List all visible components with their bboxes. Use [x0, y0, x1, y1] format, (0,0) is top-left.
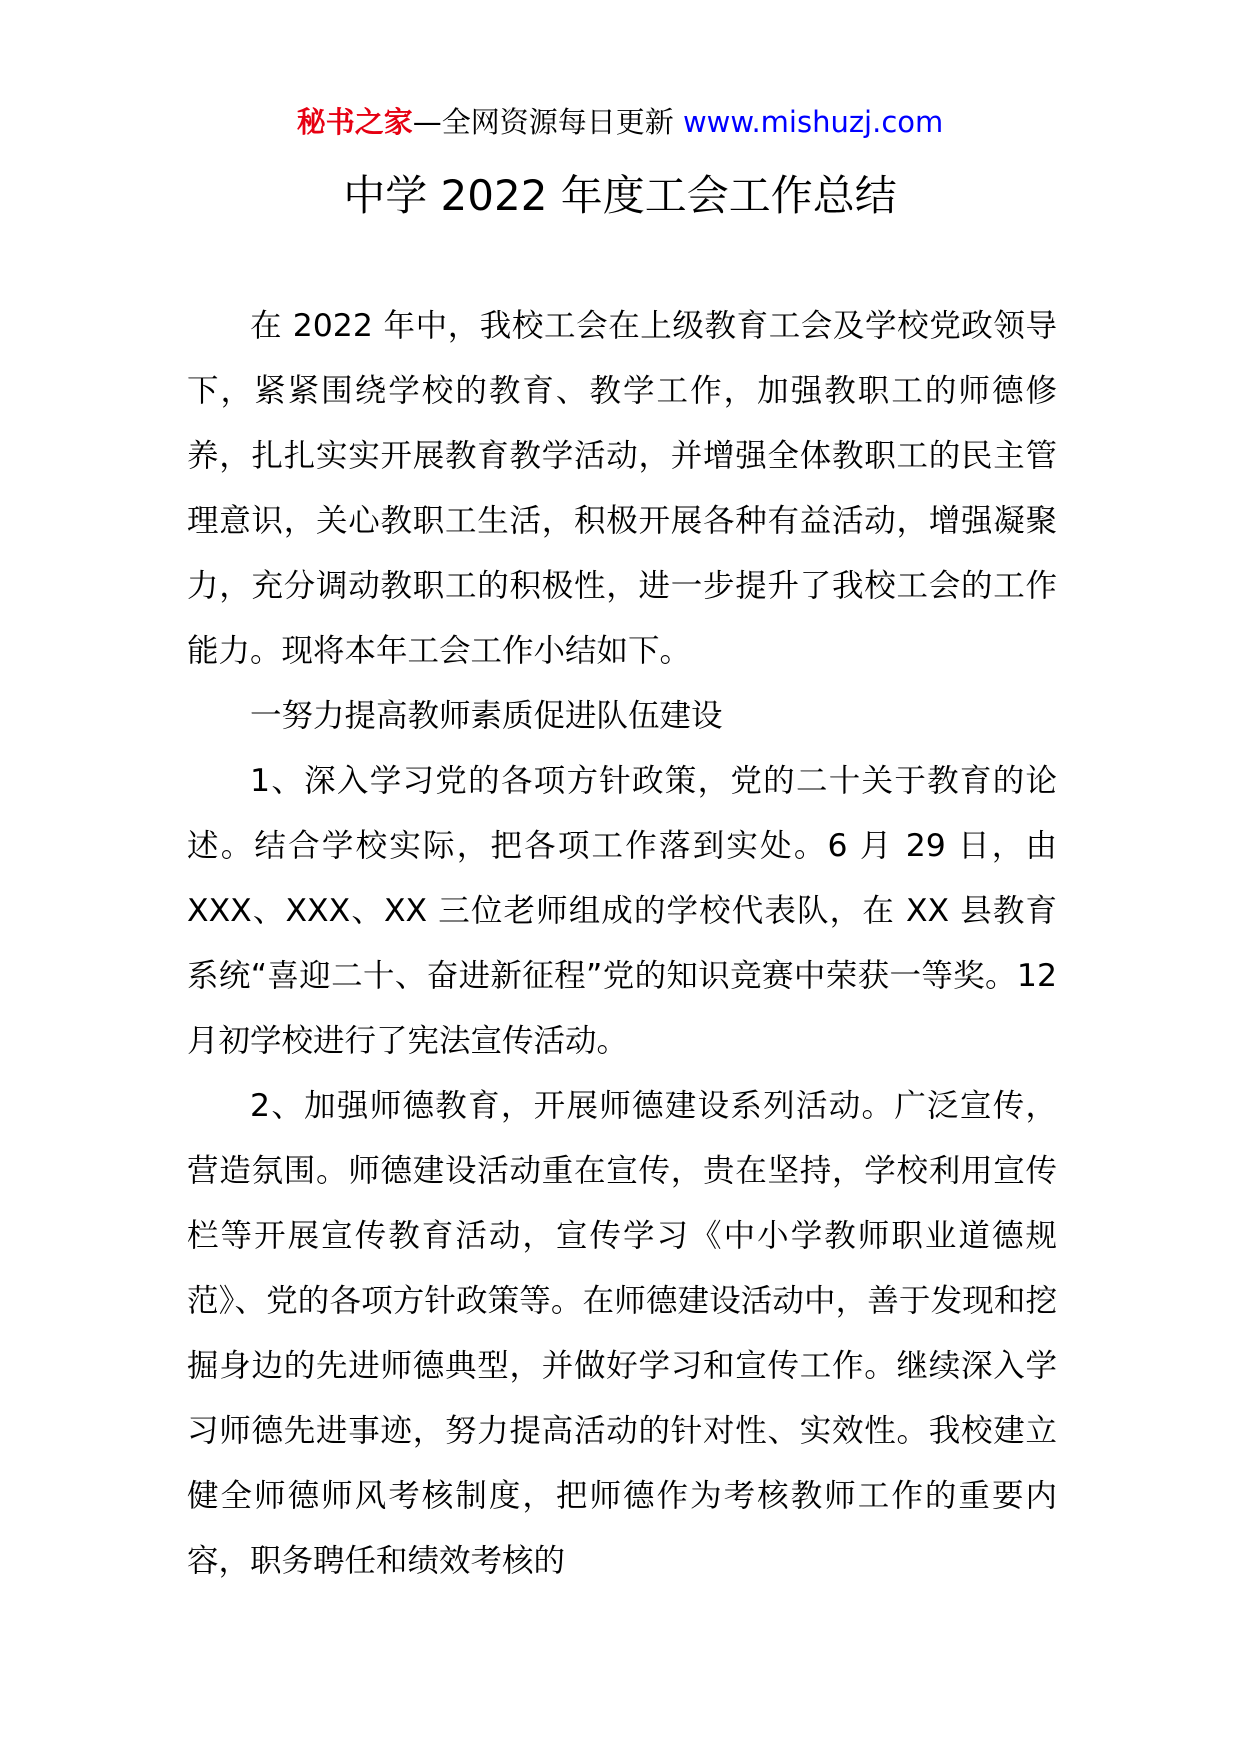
- paragraph-item-1: 1、深入学习党的各项方针政策，党的二十关于教育的论述。结合学校实际，把各项工作落到实处。6 月 29 日，由 XXX、XXX、XX 三位老师组成的学校代表队，在 XX 县教育系统“喜迎二十、奋进新征程”党的知识竞赛中荣获一等奖。12 月初学校进行了宪法宣传活动。: [187, 763, 1057, 1059]
- site-slogan: —全网资源每日更新: [412, 105, 674, 139]
- paragraph-intro: 在 2022 年中，我校工会在上级教育工会及学校党政领导下，紧紧围绕学校的教育、教学工作，加强教职工的师德修养，扎扎实实开展教育教学活动，并增强全体教职工的民主管理意识，关心教职工生活，积极开展各种有益活动，增强凝聚力，充分调动教职工的积极性，进一步提升了我校工会的工作能力。现将本年工会工作小结如下。: [187, 308, 1057, 669]
- paragraph-item-2: 2、加强师德教育，开展师德建设系列活动。广泛宣传，营造氛围。师德建设活动重在宣传，贵在坚持，学校利用宣传栏等开展宣传教育活动，宣传学习《中小学教师职业道德规范》、党的各项方针政策等。在师德建设活动中，善于发现和挖掘身边的先进师德典型，并做好学习和宣传工作。继续深入学习师德先进事迹，努力提高活动的针对性、实效性。我校建立健全师德师风考核制度，把师德作为考核教师工作的重要内容，职务聘任和绩效考核的: [187, 1088, 1057, 1579]
- site-header: [0, 102, 1240, 142]
- section-heading-1: 一努力提高教师素质促进队伍建设: [250, 698, 723, 734]
- site-brand: 秘书之家: [296, 105, 413, 139]
- document-title: 中学 2022 年度工会工作总结: [343, 171, 897, 220]
- document-body: [187, 294, 1057, 1594]
- site-url-link[interactable]: www.mishuzj.com: [682, 105, 944, 139]
